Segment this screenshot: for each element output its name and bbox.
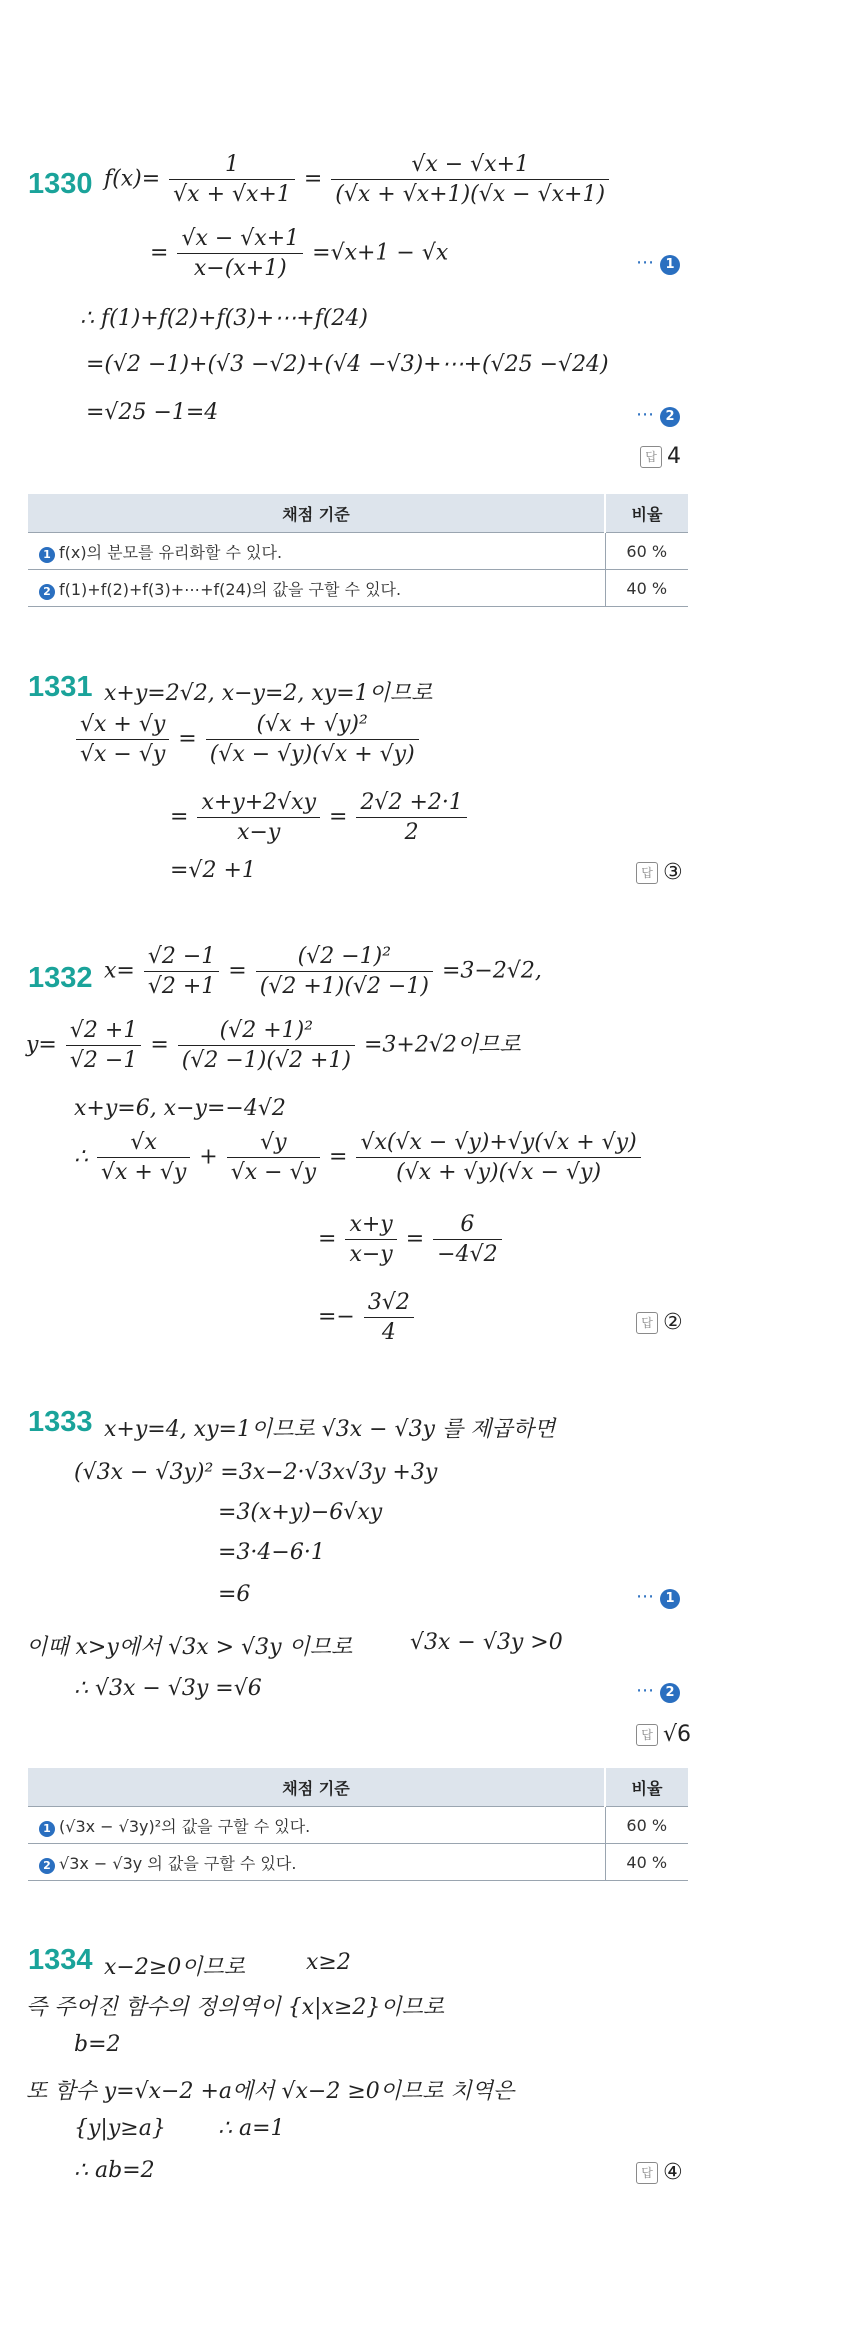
criteria-text: f(x)의 분모를 유리화할 수 있다.	[59, 542, 283, 562]
step-badge: 1	[39, 1821, 55, 1837]
denominator: √x − √y	[80, 742, 166, 767]
criteria-row	[28, 570, 605, 607]
eq-text: =	[150, 1032, 169, 1058]
eq-text: y=	[26, 1032, 57, 1058]
step-badge: 2	[660, 1683, 680, 1703]
step-marker	[636, 404, 680, 427]
denominator: √x + √y	[101, 1160, 187, 1185]
equation-line	[104, 152, 611, 207]
equation-line	[170, 790, 469, 845]
fraction	[433, 1212, 501, 1267]
answer-tag: 답	[636, 1312, 658, 1334]
ratio-value: 60 %	[605, 1807, 688, 1844]
fraction	[66, 1018, 141, 1073]
criteria-row	[28, 1844, 605, 1881]
denominator: (√x + √x+1)(√x − √x+1)	[335, 182, 606, 207]
denominator: 2	[404, 820, 419, 845]
equation-line: ∴ ab=2	[74, 2158, 155, 2183]
dots: ⋯	[636, 1680, 655, 1701]
fraction	[356, 790, 466, 845]
eq-text: =	[178, 726, 197, 752]
step-badge: 2	[39, 584, 55, 600]
eq-text: f(x)=	[104, 166, 161, 192]
dots: ⋯	[636, 252, 655, 273]
step-badge: 2	[39, 1858, 55, 1874]
equation-line: =3·4−6·1	[218, 1540, 325, 1565]
denominator: √2 +1	[147, 974, 216, 999]
denominator: (√x + √y)(√x − √y)	[396, 1160, 602, 1185]
equation-line: =3(x+y)−6√xy	[218, 1500, 383, 1525]
denominator: (√2 +1)(√2 −1)	[259, 974, 429, 999]
equation-line: =6	[218, 1582, 251, 1607]
fraction	[169, 152, 295, 207]
equation-line: ∴ a=1	[218, 2116, 285, 2141]
step-badge: 2	[660, 407, 680, 427]
criteria-text: (√3x − √3y)²의 값을 구할 수 있다.	[59, 1816, 311, 1836]
numerator: √x(√x − √y)+√y(√x + √y)	[356, 1130, 640, 1158]
fraction	[76, 712, 169, 767]
numerator: (√2 −1)²	[256, 944, 433, 972]
eq-text: +	[199, 1144, 218, 1170]
eq-text: =	[329, 804, 348, 830]
eq-text: =	[228, 958, 247, 984]
fraction	[364, 1290, 414, 1345]
numerator: 6	[433, 1212, 501, 1240]
criteria-text: √3x − √3y 의 값을 구할 수 있다.	[59, 1853, 297, 1873]
equation-line: =√25 −1=4	[86, 400, 219, 425]
numerator: (√2 +1)²	[178, 1018, 355, 1046]
step-badge: 1	[660, 255, 680, 275]
numerator: √2 −1	[144, 944, 219, 972]
equation-line: x+y=6, x−y=−4√2	[74, 1096, 286, 1121]
answer-tag: 답	[636, 862, 658, 884]
problem-number: 1333	[28, 1406, 93, 1438]
criteria-row	[28, 533, 605, 570]
problem-number: 1334	[28, 1944, 93, 1976]
criteria-text: f(1)+f(2)+f(3)+⋯+f(24)의 값을 구할 수 있다.	[59, 579, 402, 599]
eq-text: =	[318, 1226, 337, 1252]
equation-line	[318, 1212, 504, 1267]
answer-tag: 답	[640, 446, 662, 468]
fraction	[197, 790, 320, 845]
answer	[640, 444, 681, 469]
problem-number: 1332	[28, 962, 93, 994]
numerator: √y	[227, 1130, 320, 1158]
equation-line: (√3x − √3y)² =3x−2·√3x√3y +3y	[74, 1460, 438, 1485]
ratio-header: 비율	[605, 1768, 688, 1807]
equation-line: ∴ √3x − √3y =√6	[74, 1676, 262, 1701]
equation-line: =√2 +1	[170, 858, 256, 883]
equation-line: x−2≥0이므로	[104, 1955, 246, 1980]
ratio-value: 60 %	[605, 533, 688, 570]
eq-text: =	[329, 1144, 348, 1170]
eq-text: x=	[104, 958, 135, 984]
criteria-header: 채점 기준	[28, 494, 605, 533]
equation-line: =(√2 −1)+(√3 −√2)+(√4 −√3)+⋯+(√25 −√24)	[86, 352, 609, 377]
answer-value: ④	[663, 2160, 683, 2185]
problem-number: 1331	[28, 671, 93, 703]
denominator: √x − √y	[230, 1160, 317, 1185]
step-marker	[636, 1586, 680, 1609]
step-marker	[636, 252, 680, 275]
fraction	[227, 1130, 320, 1185]
equation-line	[104, 944, 542, 999]
numerator: √x − √x+1	[177, 226, 303, 254]
grading-table	[28, 1768, 688, 1881]
numerator: √x	[97, 1130, 190, 1158]
denominator: (√x − √y)(√x + √y)	[209, 742, 415, 767]
fraction	[356, 1130, 640, 1185]
numerator: (√x + √y)²	[206, 712, 419, 740]
answer	[636, 2160, 683, 2185]
fraction	[177, 226, 303, 281]
answer	[636, 860, 683, 885]
fraction	[97, 1130, 190, 1185]
numerator: x+y	[345, 1212, 396, 1240]
eq-text: =3−2√2,	[441, 958, 542, 984]
answer-value: ③	[663, 860, 683, 885]
eq-text: =−	[318, 1304, 355, 1330]
fraction	[331, 152, 609, 207]
eq-text: =	[150, 240, 169, 266]
numerator: 1	[169, 152, 295, 180]
equation-line: 이때 x>y에서 √3x > √3y 이므로	[26, 1635, 353, 1660]
answer-value: 4	[667, 444, 681, 469]
ratio-value: 40 %	[605, 570, 688, 607]
equation-line: √3x − √3y >0	[410, 1630, 563, 1655]
equation-line: b=2	[74, 2032, 121, 2057]
equation-line	[318, 1290, 416, 1345]
step-badge: 1	[39, 547, 55, 563]
eq-text: =	[303, 166, 323, 192]
fraction	[178, 1018, 355, 1073]
numerator: √2 +1	[66, 1018, 141, 1046]
equation-line	[150, 226, 448, 281]
answer-tag: 답	[636, 1724, 658, 1746]
answer-tag: 답	[636, 2162, 658, 2184]
step-badge: 1	[660, 1589, 680, 1609]
eq-text: =	[405, 1226, 425, 1252]
answer	[636, 1722, 691, 1747]
problem-number: 1330	[28, 168, 93, 200]
equation-line	[74, 712, 421, 767]
dots: ⋯	[636, 1586, 655, 1607]
fraction	[144, 944, 219, 999]
equation-line: x+y=2√2, x−y=2, xy=1이므로	[104, 681, 433, 706]
eq-text: =√x+1 − √x	[312, 240, 449, 266]
equation-line: 또 함수 y=√x−2 +a에서 √x−2 ≥0이므로 치역은	[26, 2079, 515, 2104]
dots: ⋯	[636, 404, 655, 425]
ratio-header: 비율	[605, 494, 688, 533]
numerator: √x + √y	[76, 712, 169, 740]
fraction	[206, 712, 419, 767]
equation-line: ∴ f(1)+f(2)+f(3)+⋯+f(24)	[80, 306, 368, 331]
equation-line	[74, 1130, 643, 1185]
denominator: √x + √x+1	[173, 182, 291, 207]
eq-text: ∴	[74, 1144, 88, 1170]
equation-line: {y|y≥a}	[74, 2116, 166, 2141]
denominator: −4√2	[437, 1242, 498, 1267]
denominator: x−y	[237, 820, 281, 845]
answer-value: ②	[663, 1310, 683, 1335]
answer	[636, 1310, 683, 1335]
equation-line: x+y=4, xy=1이므로 √3x − √3y 를 제곱하면	[104, 1417, 556, 1442]
numerator: 2√2 +2·1	[356, 790, 466, 818]
denominator: 4	[381, 1320, 396, 1345]
fraction	[256, 944, 433, 999]
numerator: 3√2	[364, 1290, 414, 1318]
criteria-header: 채점 기준	[28, 1768, 605, 1807]
ratio-value: 40 %	[605, 1844, 688, 1881]
numerator: √x − √x+1	[331, 152, 609, 180]
denominator: x−(x+1)	[193, 256, 287, 281]
denominator: x−y	[349, 1242, 393, 1267]
criteria-row	[28, 1807, 605, 1844]
numerator: x+y+2√xy	[197, 790, 320, 818]
denominator: √2 −1	[69, 1048, 138, 1073]
eq-text: =3+2√2이므로	[363, 1032, 521, 1058]
fraction	[345, 1212, 396, 1267]
equation-line	[26, 1018, 521, 1073]
eq-text: =	[170, 804, 189, 830]
answer-value: √6	[663, 1722, 692, 1747]
grading-table	[28, 494, 688, 607]
denominator: (√2 −1)(√2 +1)	[181, 1048, 351, 1073]
step-marker	[636, 1680, 680, 1703]
equation-line: x≥2	[306, 1950, 351, 1975]
equation-line: 즉 주어진 함수의 정의역이 {x|x≥2}이므로	[26, 1995, 445, 2020]
